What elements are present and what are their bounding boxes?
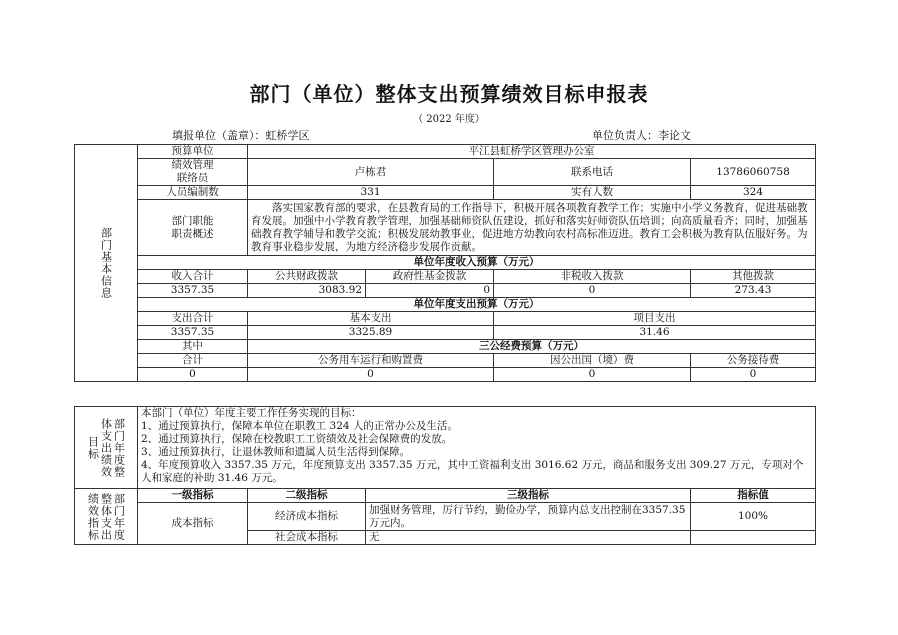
actual-staff-value: 324 [691, 186, 816, 200]
task-item-4: 4、年度预算收入 3357.35 万元，年度预算支出 3357.35 万元，其中工资福利支出 3016.62 万元，商品和服务支出 309.27 万元，专项对个人和家庭的补助 31.46 万元。 [141, 459, 804, 484]
indicator-level1-cost: 成本指标 [138, 503, 248, 545]
income-value-public: 3083.92 [248, 284, 366, 298]
income-header: 单位年度收入预算（万元） [138, 256, 816, 270]
section-basic-info [75, 145, 138, 382]
page-title: 部门（单位）整体支出预算绩效目标申报表 [249, 82, 649, 106]
indicator-value-social [691, 531, 816, 545]
indicator-header-level2: 二级指标 [248, 489, 366, 503]
task-item-2: 2、通过预算执行，保障在校教职工工资绩效及社会保障费的发放。 [141, 433, 453, 445]
income-value-nontax: 0 [494, 284, 691, 298]
indicator-header-level1: 一级指标 [138, 489, 248, 503]
filling-unit: 填报单位（盖章）：虹桥学区 [172, 129, 310, 142]
income-value-other: 273.43 [691, 284, 816, 298]
three-label-abroad: 因公出国（境）费 [494, 354, 691, 368]
task-intro: 本部门（单位）年度主要工作任务实现的目标： [141, 407, 362, 419]
income-label-other: 其他拨款 [691, 270, 816, 284]
indicator-level3-economic: 加强财务管理，厉行节约，勤俭办学，预算内总支出控制在3357.35万元内。 [366, 503, 691, 531]
staff-quota-label: 人员编制数 [138, 186, 248, 200]
contact-label [138, 159, 248, 186]
indicator-header-value: 指标值 [691, 489, 816, 503]
income-label-fund: 政府性基金拨款 [366, 270, 494, 284]
fiscal-year: （ 2022 年度） [413, 114, 485, 125]
duty-label-line2: 职责概述 [171, 227, 214, 240]
phone-value: 13786060758 [691, 159, 816, 186]
three-value-reception: 0 [691, 368, 816, 382]
duty-label [138, 200, 248, 256]
income-value-fund: 0 [366, 284, 494, 298]
income-label-total: 收入合计 [138, 270, 248, 284]
indicator-level2-social: 社会成本指标 [248, 531, 366, 545]
expense-header: 单位年度支出预算（万元） [138, 298, 816, 312]
actual-staff-label: 实有人数 [494, 186, 691, 200]
section-basic-info-label: 部门基本信息 [99, 227, 113, 299]
expense-label-total: 支出合计 [138, 312, 248, 326]
duty-text: 落实国家教育部的要求，在县教育局的工作指导下，积极开展各项教育教学工作；实施中小学义务教育，促进基础教育发展。加强中小学教育教学管理，加强基础师资队伍建设，抓好和落实好师资队伍培训；向高质量看齐；同时，加强基础教育教学辅导和教学交流；积极发展幼教事业，促进地方幼教向农村高标准迈进。教育工会积极为教育队伍服好务。为教育事业稳步发展，为地方经济稳步发展作贡献。 [248, 200, 816, 256]
income-label-nontax: 非税收入拨款 [494, 270, 691, 284]
section-annual-targets-label: 部门年度整体支出绩效目标 [86, 417, 126, 478]
three-label-reception: 公务接待费 [691, 354, 816, 368]
performance-targets-table [74, 406, 816, 545]
indicator-level2-economic: 经济成本指标 [248, 503, 366, 531]
income-value-total: 3357.35 [138, 284, 248, 298]
income-label-public: 公共财政拨款 [248, 270, 366, 284]
unit-leader: 单位负责人：李论文 [592, 129, 691, 142]
expense-value-total: 3357.35 [138, 326, 248, 340]
expense-value-basic: 3325.89 [248, 326, 494, 340]
expense-label-basic: 基本支出 [248, 312, 494, 326]
phone-label: 联系电话 [494, 159, 691, 186]
task-description [138, 407, 816, 489]
budget-unit-label: 预算单位 [138, 145, 248, 159]
duty-label-line1: 部门职能 [171, 214, 214, 227]
three-value-vehicle: 0 [248, 368, 494, 382]
contact-value: 卢栋君 [248, 159, 494, 186]
three-expenses-header: 三公经费预算（万元） [248, 340, 816, 354]
section-indicators [75, 489, 138, 545]
three-label-vehicle: 公务用车运行和购置费 [248, 354, 494, 368]
expense-value-project: 31.46 [494, 326, 816, 340]
three-value-total: 0 [138, 368, 248, 382]
three-value-abroad: 0 [494, 368, 691, 382]
among-label: 其中 [138, 340, 248, 354]
indicator-level3-social: 无 [366, 531, 691, 545]
three-label-total: 合计 [138, 354, 248, 368]
contact-label-line1: 绩效管理 [171, 159, 214, 171]
budget-unit-value: 平江县虹桥学区管理办公室 [248, 145, 816, 159]
task-item-1: 1、通过预算执行，保障本单位在职教工 324 人的正常办公及生活。 [141, 420, 458, 432]
indicator-header-level3: 三级指标 [366, 489, 691, 503]
staff-quota-value: 331 [248, 186, 494, 200]
expense-label-project: 项目支出 [494, 312, 816, 326]
performance-form-table [74, 144, 816, 382]
section-annual-targets [75, 407, 138, 489]
contact-label-line2: 联络员 [176, 172, 209, 184]
task-item-3: 3、通过预算执行，让退休教师和遗属人员生活得到保障。 [141, 446, 411, 458]
indicator-value-economic: 100% [691, 503, 816, 531]
section-indicators-label: 部门年度整体支出绩效指标 [86, 492, 126, 541]
